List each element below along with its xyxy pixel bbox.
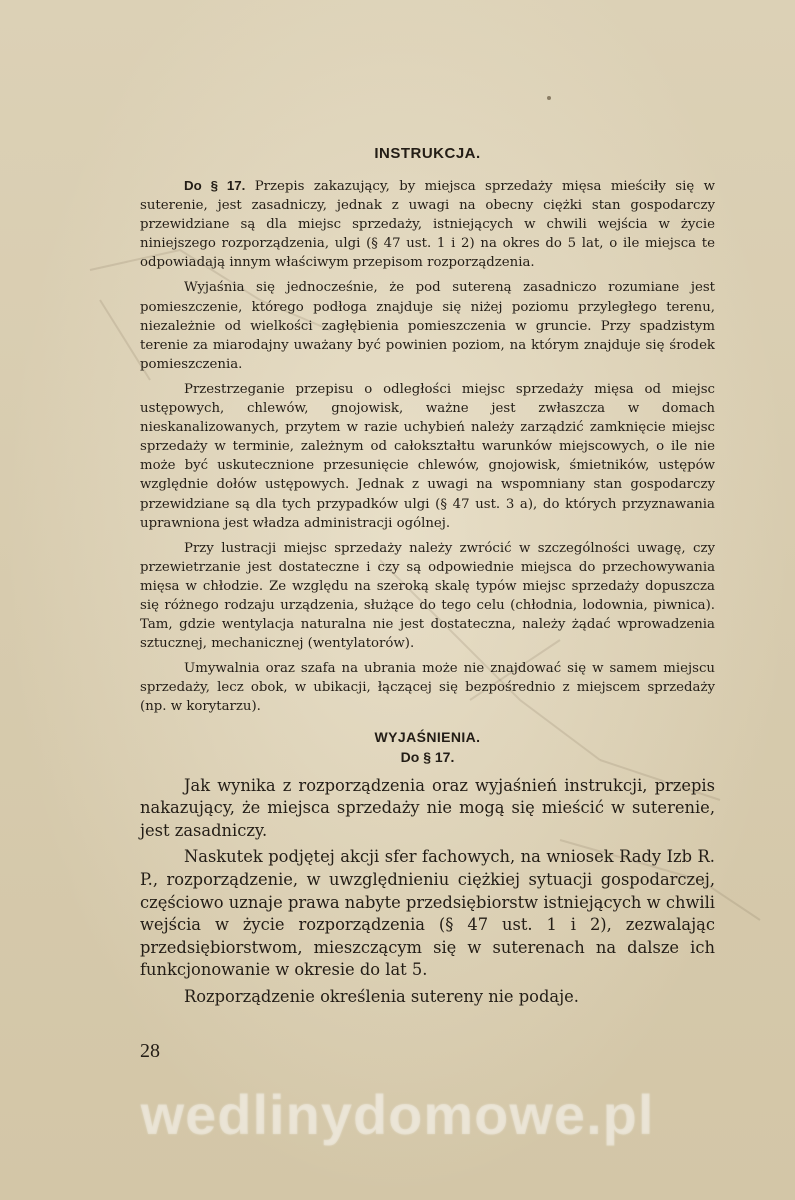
instrukcja-paragraph [140, 659, 715, 716]
paragraph-text: Wyjaśnia się jednocześnie, że pod sutereną zasadniczo rozumiane jest pomieszczenie, którego podłoga znajduje się niżej poziomu przyległego terenu, niezależnie od wielkości zagłębienia pomieszczenia w gruncie. Przy spadzistym terenie za miarodajny uważany być powinien poziom, na którym znajduje się środek pomieszczenia. [140, 280, 715, 372]
wyjasnienia-paragraph: Naskutek podjętej akcji sfer fachowych, na wniosek Rady Izb R. P., rozporządzenie, w uwzględnieniu ciężkiej sytuacji gospodarczej, częściowo uznaje prawa nabyte przedsiębiorstw istniejących w chwili wejścia w życie rozporządzenia (§ 47 ust. 1 i 2), zezwalając przedsiębiorstwom, mieszczącym się w suterenach na dalsze ich funkcjonowanie w okresie do lat 5. [140, 847, 715, 980]
instrukcja-paragraph [140, 380, 715, 533]
ink-speck [547, 96, 551, 100]
wyjasnienia-paragraph: Jak wynika z rozporządzenia oraz wyjaśnień instrukcji, przepis nakazujący, że miejsca sprzedaży nie mogą się mieścić w suterenie, jest zasadniczy. [140, 775, 715, 840]
wyjasnienia-subheading: Do § 17. [400, 748, 455, 765]
paragraph-text: Przepis zakazujący, by miejsca sprzedaży mięsa mieściły się w suterenie, jest zasadniczy, jednak z uwagi na obecny ciężki stan gospodarczy przewidziane są dla miejsc sprzedaży, istniejących w chwili wejścia w życie niniejszego rozporządzenia, ulgi (§ 47 ust. 1 i 2) na okres do 5 lat, o ile miejsca te odpowiadają innym właściwym przepisom rozporządzenia. [140, 179, 715, 271]
paragraph-text: Umywalnia oraz szafa na ubrania może nie znajdować się w samem miejscu sprzedaży, lecz obok, w ubikacji, łączącej się bezpośrednio z miejscem sprzedaży (np. w korytarzu). [140, 661, 715, 715]
paragraph-text: Przestrzeganie przepisu o odległości miejsc sprzedaży mięsa od miejsc ustępowych, chlewów, gnojowisk, ważne jest zwłaszcza w domach nieskanalizowanych, przytem w razie uchybień należy zarządzić zamknięcie miejsc sprzedaży w terminie, zależnym od całokształtu warunków miejscowych, o ile nie może być uskutecznione przesunięcie chlewów, gnojowisk, śmietników, ustępów względnie dołów ustępowych. Jednak z uwagi na wspomniany stan gospodarczy przewidziane są dla tych przypadków ulgi (§ 47 ust. 3 a), do których przyznawania uprawniona jest władza administracji ogólnej. [140, 381, 715, 531]
page-content [140, 145, 715, 1008]
paragraph-lead: Do § 17. [184, 178, 246, 193]
site-watermark: wedlinydomowe.pl [140, 1083, 655, 1146]
paragraph-text: Przy lustracji miejsc sprzedaży należy zwrócić w szczególności uwagę, czy przewietrzanie jest dostateczne i czy są odpowiednie miejsca do przechowywania mięsa w chłodzie. Ze względu na szeroką skalę typów miejsc sprzedaży dopuszcza się różnego rodzaju urządzenia, służące do tego celu (chłodnia, lodownia, piwnica). Tam, gdzie wentylacja naturalna nie jest dostateczna, należy żądać wprowadzenia sztucznej, mechanicznej (wentylatorów). [140, 540, 715, 652]
wyjasnienia-heading: WYJAŚNIENIA. [374, 728, 481, 745]
wyjasnienia-paragraph: Rozporządzenie określenia sutereny nie podaje. [184, 986, 579, 1006]
wyjasnienia-body [140, 775, 715, 1009]
page-number: 28 [140, 1040, 160, 1062]
instrukcja-paragraph [140, 176, 715, 272]
instrukcja-paragraph [140, 278, 715, 373]
instrukcja-paragraph [140, 539, 715, 654]
instrukcja-heading: INSTRUKCJA. [374, 145, 481, 162]
instrukcja-body [140, 176, 715, 717]
